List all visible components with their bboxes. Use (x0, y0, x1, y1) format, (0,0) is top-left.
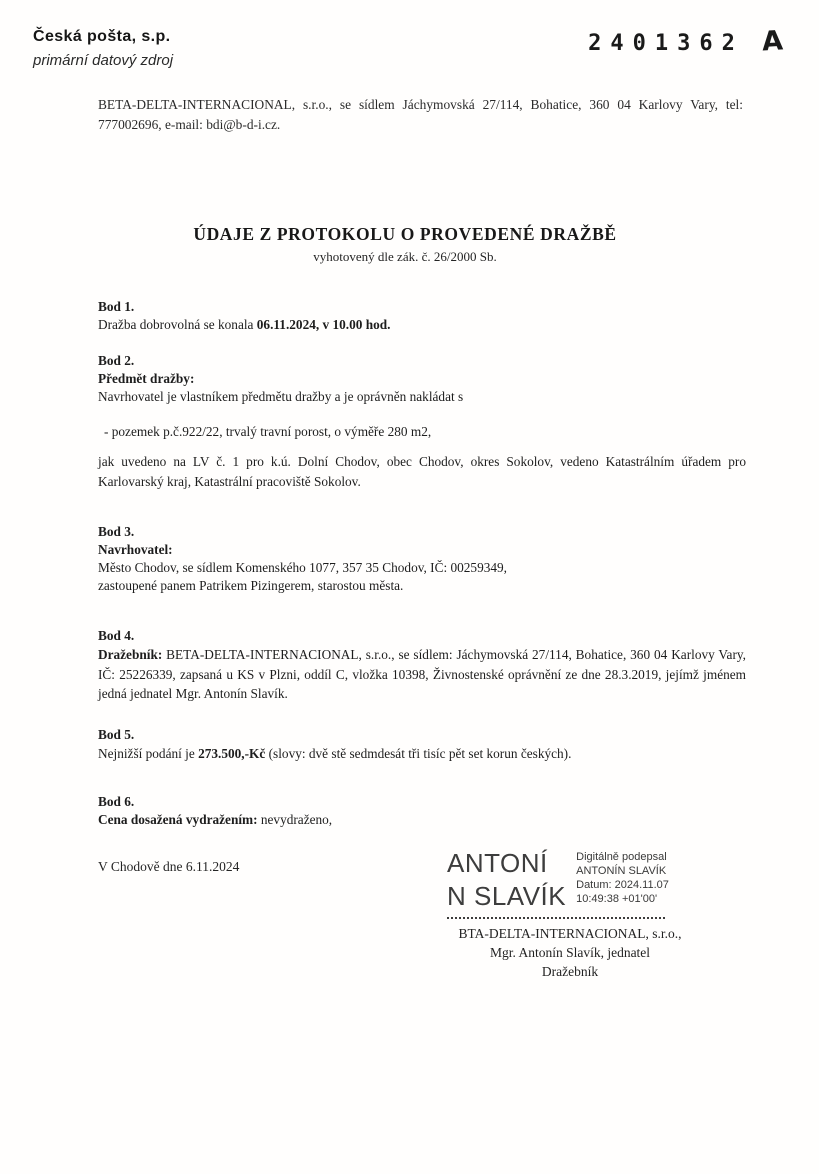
section-bod-4 (98, 627, 746, 704)
section-intro: Navrhovatel je vlastníkem předmětu dražby a je oprávněn nakládat s (98, 389, 464, 404)
parcel-item: - pozemek p.č.922/22, trvalý travní porost, o výměře 280 m2, (104, 424, 432, 439)
page-title: ÚDAJE Z PROTOKOLU O PROVEDENÉ DRAŽBĚ (193, 224, 617, 244)
auction-datetime: 06.11.2024, v 10.00 hod. (256, 317, 391, 332)
section-bod-6 (98, 793, 746, 829)
section-label: Bod 3. (98, 524, 135, 539)
stamp-letter: A (761, 25, 784, 58)
proposer-line-2: zastoupené panem Patrikem Pizingerem, starostou města. (98, 578, 404, 593)
auction-result: Cena dosažená vydražením: nevydraženo, (98, 812, 333, 827)
letterhead-subtitle: primární datový zdroj (33, 52, 174, 69)
signatory-role: Dražebník (541, 964, 599, 979)
proposer-line-1: Město Chodov, se sídlem Komenského 1077, 357 35 Chodov, IČ: 00259349, (98, 560, 507, 575)
section-label: Bod 1. (98, 299, 135, 314)
section-subheading: Předmět dražby: (98, 371, 195, 386)
section-label: Bod 2. (98, 353, 135, 368)
cadastre-detail: jak uvedeno na LV č. 1 pro k.ú. Dolní Chodov, obec Chodov, okres Sokolov, vedeno Katastrálním úřadem pro Karlovarský kraj, Katastrální pracoviště Sokolov. (98, 454, 746, 489)
section-label: Bod 6. (98, 794, 135, 809)
section-subheading: Navrhovatel: (98, 542, 173, 557)
section-bod-5 (98, 726, 746, 763)
letterhead (33, 28, 173, 69)
minimum-bid-amount: 273.500,-Kč (198, 745, 266, 761)
sender-address: BETA-DELTA-INTERNACIONAL, s.r.o., se sídlem Jáchymovská 27/114, Bohatice, 360 04 Karlovy Vary, tel: 777002696, e-mail: bdi@b-d-i.cz. (98, 97, 743, 133)
auctioneer-detail: Dražebník: BETA-DELTA-INTERNACIONAL, s.r.o., se sídlem: Jáchymovská 27/114, Bohatice, 360 04 Karlovy Vary, IČ: 25226339, zapsaná u KS v Plzni, oddíl C, vložka 10398, Živnostenské oprávnění ze dne 28.3.2019, jejímž jménem jedná jednatel Mgr. Antonín Slavík. (98, 647, 746, 701)
stamp-number (588, 26, 783, 57)
signatory-company: BTA-DELTA-INTERNACIONAL, s.r.o., (458, 926, 682, 941)
section-label: Bod 5. (98, 727, 135, 742)
signature-dotted-line (447, 905, 665, 919)
signature-name-large: ANTONÍ N SLAVÍK (447, 848, 567, 911)
signatory-block (415, 924, 725, 981)
stamp-digits: 2401362 (588, 31, 744, 56)
signatory-name: Mgr. Antonín Slavík, jednatel (489, 945, 651, 960)
page-subtitle: vyhotovený dle zák. č. 26/2000 Sb. (313, 249, 497, 264)
section-text: Dražba dobrovolná se konala 06.11.2024, v 10.00 hod. (98, 317, 391, 332)
title-block (0, 224, 810, 265)
minimum-bid: Nejnižší podání je 273.500,-Kč (slovy: dvě stě sedmdesát tři tisíc pět set korun českých). (98, 745, 572, 761)
section-bod-2 (98, 352, 746, 492)
digital-signature-stamp (447, 847, 725, 913)
place-and-date: V Chodově dne 6.11.2024 (98, 859, 240, 874)
section-bod-3 (98, 523, 746, 595)
letterhead-org: Česká pošta, s.p. (33, 28, 171, 45)
section-bod-1 (98, 298, 746, 334)
section-label: Bod 4. (98, 628, 135, 643)
signature-detail-text: Digitálně podepsal ANTONÍN SLAVÍK Datum: 2024.11.07 10:49:38 +01'00' (576, 851, 669, 905)
